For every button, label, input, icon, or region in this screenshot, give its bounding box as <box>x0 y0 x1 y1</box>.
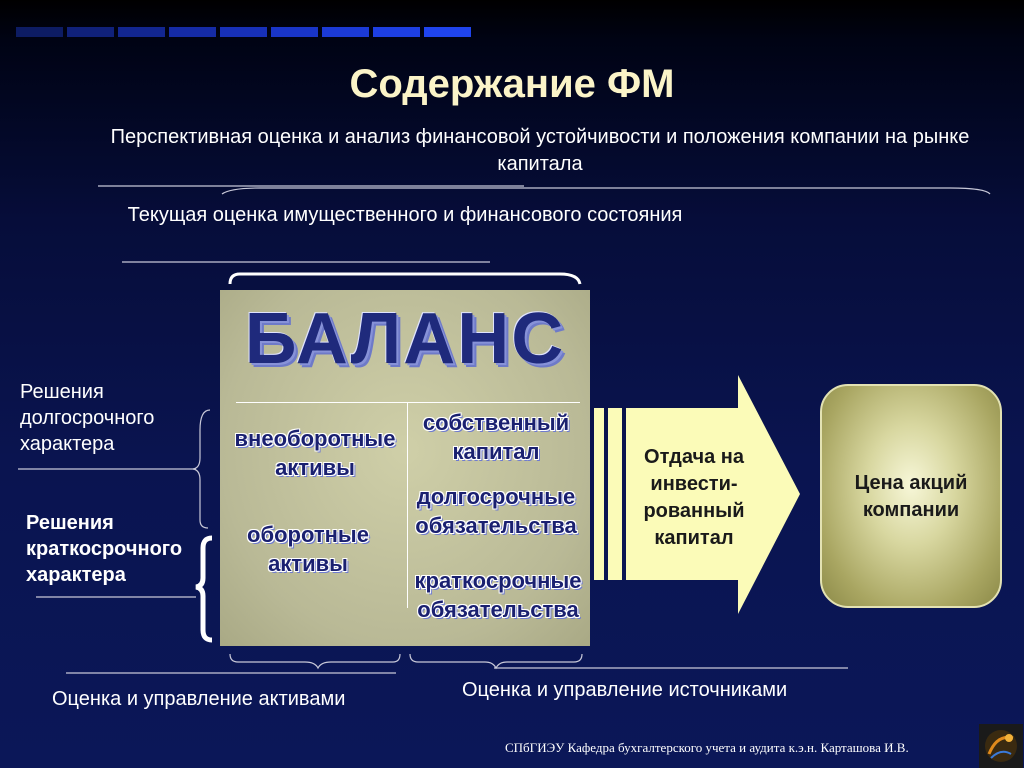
balance-divider-horizontal <box>236 402 580 403</box>
equity-label: собственный капитал <box>422 410 570 464</box>
footer-text: СПбГИЭУ Кафедра бухгалтерского учета и аудита к.э.н. Карташова И.В. <box>505 740 909 755</box>
assets-management-label: Оценка и управление активами <box>52 688 346 710</box>
brace-assets <box>230 654 400 668</box>
long-term-decisions-label: Решения долгосрочного характера <box>20 381 155 455</box>
short-term-decisions-label: Решения краткосрочного характера <box>26 512 183 586</box>
current-assets-label: оборотные активы <box>247 522 369 576</box>
brace-current <box>230 274 580 284</box>
return-on-capital-label: Отдача на инвести-рованный капитал <box>643 446 745 549</box>
brace-perspective <box>222 188 990 194</box>
long-term-liabilities-label: долгосрочные обязательства <box>415 484 577 538</box>
current-assessment-text: Текущая оценка имущественного и финансового состояния <box>127 204 683 226</box>
slide-title: Содержание ФМ <box>349 62 675 106</box>
brace-sources <box>410 654 582 668</box>
short-term-liabilities-label: краткосрочные обязательства <box>414 568 582 622</box>
share-price-label: Цена акций компании <box>854 472 968 521</box>
balance-divider-vertical <box>407 402 408 608</box>
balance-sheet-panel <box>220 290 590 646</box>
balance-title: БАЛАНС <box>244 299 566 379</box>
logo-icon <box>979 724 1023 768</box>
non-current-assets-label: внеоборотные активы <box>234 426 396 480</box>
sources-management-label: Оценка и управление источниками <box>462 679 788 701</box>
share-price-box <box>820 384 1002 608</box>
perspective-assessment-text: Перспективная оценка и анализ финансовой устойчивости и положения компании на рынке капитала <box>110 126 970 175</box>
